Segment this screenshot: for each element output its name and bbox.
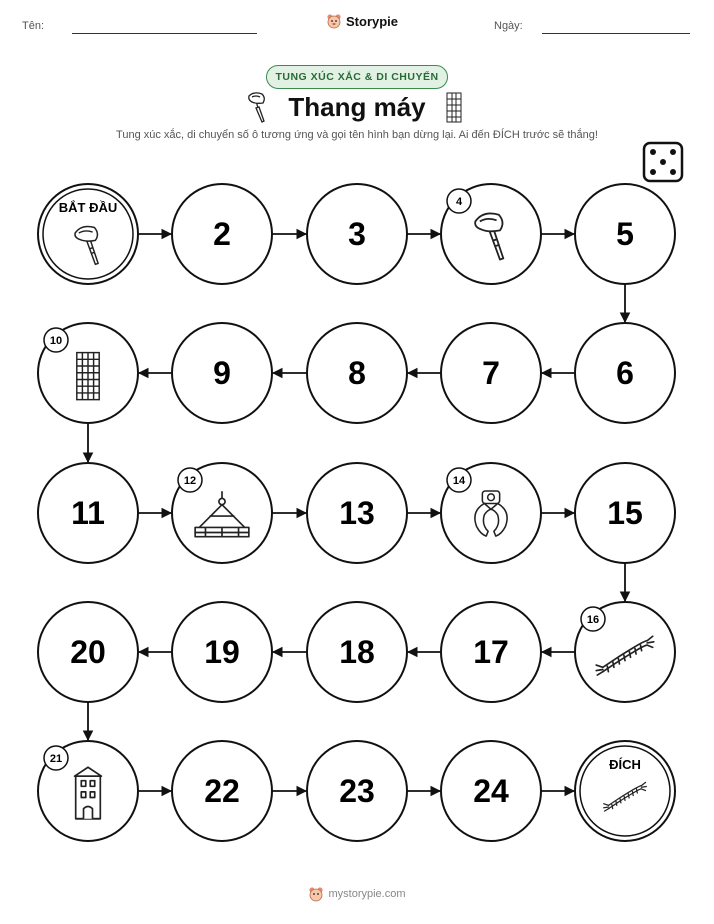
cell-number: 13 — [339, 495, 375, 531]
board-cell-1[interactable] — [38, 184, 138, 284]
name-label: Tên: — [22, 20, 45, 32]
cell-number: 20 — [70, 634, 106, 670]
storypie-footer-logo-icon — [308, 886, 324, 902]
board-cell-14[interactable] — [441, 463, 541, 563]
board-cell-20[interactable] — [38, 602, 138, 702]
board-cell-11[interactable] — [38, 463, 138, 563]
board-cell-15[interactable] — [575, 463, 675, 563]
board-cell-18[interactable] — [307, 602, 407, 702]
board-cell-16[interactable] — [575, 602, 675, 702]
tower-icon — [75, 767, 102, 819]
cell-number: 22 — [204, 773, 240, 809]
board-cell-10[interactable] — [38, 323, 138, 423]
cell-number: 2 — [213, 216, 231, 252]
cell-number: 19 — [204, 634, 240, 670]
finish-label: ĐÍCH — [609, 757, 641, 772]
footer — [0, 886, 714, 902]
cell-number: 24 — [473, 773, 509, 809]
board-cell-17[interactable] — [441, 602, 541, 702]
start-label: BẮT ĐẦU — [58, 200, 118, 215]
board-cell-21[interactable] — [38, 741, 138, 841]
board-cell-9[interactable] — [172, 323, 272, 423]
cell-number: 23 — [339, 773, 375, 809]
cell-number-badge: 10 — [49, 335, 63, 347]
board-cell-3[interactable] — [307, 184, 407, 284]
cell-number-badge: 21 — [49, 753, 63, 765]
board-cell-13[interactable] — [307, 463, 407, 563]
date-label: Ngày: — [494, 20, 523, 32]
board-cell-19[interactable] — [172, 602, 272, 702]
board-cell-2[interactable] — [172, 184, 272, 284]
board-cell-7[interactable] — [441, 323, 541, 423]
board-cell-5[interactable] — [575, 184, 675, 284]
cell-number-badge: 16 — [586, 614, 600, 626]
cell-number: 9 — [213, 355, 231, 391]
cell-number-badge: 14 — [452, 475, 466, 487]
board-cell-22[interactable] — [172, 741, 272, 841]
instructions: Tung xúc xắc, di chuyển số ô tương ứng và gọi tên hình bạn dừng lại. Ai đến ĐÍCH trước sẽ thắng! — [116, 129, 598, 141]
board-cell-8[interactable] — [307, 323, 407, 423]
board-cell-6[interactable] — [575, 323, 675, 423]
cell-number-badge: 12 — [183, 475, 197, 487]
cell-number: 11 — [71, 495, 105, 531]
skyscraper-icon — [77, 353, 99, 400]
cell-number: 3 — [348, 216, 366, 252]
cell-number: 7 — [482, 355, 500, 391]
cell-number: 15 — [607, 495, 643, 531]
board-cell-4[interactable] — [441, 184, 541, 284]
cell-number: 18 — [339, 634, 375, 670]
cell-number: 6 — [616, 355, 634, 391]
footer-url[interactable]: mystorypie.com — [328, 888, 406, 900]
board-cell-24[interactable] — [441, 741, 541, 841]
cell-number: 5 — [616, 216, 634, 252]
activity-tag: TUNG XÚC XẮC & DI CHUYỂN — [266, 65, 448, 89]
cell-number: 17 — [473, 634, 509, 670]
brand-name: Storypie — [346, 13, 399, 29]
board-cell-12[interactable] — [172, 463, 272, 563]
cell-number-badge: 4 — [455, 196, 463, 208]
board-cell-23[interactable] — [307, 741, 407, 841]
board-cell-25[interactable] — [575, 741, 675, 841]
cell-number: 8 — [348, 355, 366, 391]
page-title: Thang máy — [288, 92, 426, 122]
